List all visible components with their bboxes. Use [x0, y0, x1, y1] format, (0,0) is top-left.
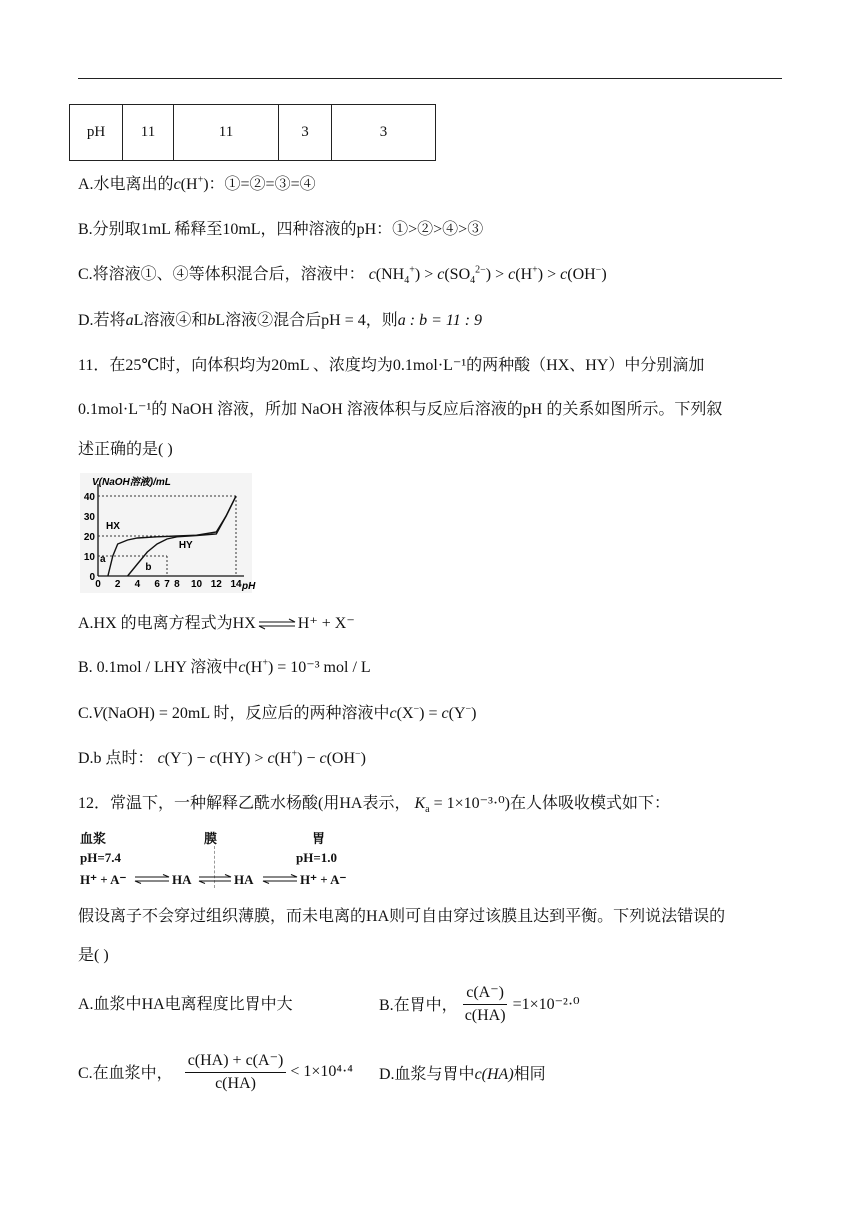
- q11-option-d: D.b 点时： c(Y−) − c(HY) > c(H+) − c(OH−): [78, 748, 366, 767]
- x-tick-label: 12: [210, 579, 222, 590]
- option-text: ，四种溶液的: [260, 221, 357, 238]
- y-tick-label: 10: [83, 552, 95, 563]
- series-label: HY: [178, 540, 193, 551]
- table-cell: 3: [332, 105, 436, 161]
- q11-option-a: [78, 612, 355, 636]
- option-text: =1×10⁻²·⁰: [512, 995, 580, 1013]
- y-tick-label: 0: [89, 572, 95, 583]
- option-text: 电离程度比胃中大: [164, 996, 293, 1013]
- q11-stem-line2: 0.1mol·L⁻¹的 NaOH 溶液，所加 NaOH 溶液体积与反应后溶液的pH 的关系如图所示。下列叙: [78, 401, 723, 418]
- ph-table: [69, 104, 436, 161]
- point-label-b: b: [145, 562, 152, 573]
- eq1-left: H⁺ + A⁻: [80, 872, 127, 887]
- option-text: a: [125, 312, 134, 329]
- option-text: A.水电离出的: [78, 176, 174, 193]
- stem-text: = 1×10⁻³·⁰: [433, 795, 505, 812]
- table-cell: 3: [279, 105, 332, 161]
- fraction: [462, 982, 509, 1025]
- q12-stem-line1: 12．常温下，一种解释乙酰水杨酸(用HA表示， $K_a = 1\times 10^{-3}\cdot^0$)在人体吸收模式如下：: [78, 795, 670, 816]
- equilibrium-arrow-icon: [198, 874, 232, 884]
- equilibrium-arrow-icon: [258, 618, 296, 630]
- x-tick-label: 10: [191, 579, 203, 590]
- option-text: L: [133, 312, 144, 329]
- option-text: B. 0.1mol / LHY 溶液中: [78, 659, 239, 676]
- y-tick-label: 20: [83, 532, 95, 543]
- option-text: B.分别取: [78, 221, 141, 238]
- option-text: 10mL: [222, 221, 261, 238]
- stomach-label: 胃: [312, 831, 326, 846]
- option-text: ：①=②=③=④: [208, 176, 316, 193]
- option-text: ，则: [365, 312, 398, 329]
- option-text: 稀释至: [174, 221, 223, 238]
- x-tick-label: 7: [164, 579, 170, 590]
- stem-text: 则可自由穿过该膜且达到平衡。下列说法错误的: [389, 908, 726, 925]
- fraction-numerator: c(A⁻): [463, 982, 507, 1005]
- option-text: 1mL: [140, 221, 171, 238]
- q10-option-b: [78, 218, 483, 242]
- q12-option-a: [78, 993, 293, 1017]
- option-text: 溶液④和: [143, 312, 208, 329]
- q11-stem-line1: 11．在25℃时，向体积均为20mL 、浓度均为0.1mol·L⁻¹的两种酸（HX、HY）中分别滴加: [78, 357, 705, 374]
- eq2-left: HA: [234, 872, 254, 887]
- q10-option-c: C.将溶液①、④等体积混合后，溶液中： $c(NH_4^+) > c(SO_4^{2-}) > c(H^+) > c(OH^-)$: [78, 264, 607, 287]
- x-tick-label: 14: [230, 579, 242, 590]
- titration-chart: [80, 473, 256, 593]
- eq2-right: H⁺ + A⁻: [300, 872, 347, 887]
- option-text: a : b = 11 : 9: [397, 312, 483, 329]
- q11-option-b: B. 0.1mol / LHY 溶液中c(H+) = 10⁻³ mol / L: [78, 657, 371, 676]
- x-tick-label: 8: [174, 579, 180, 590]
- x-tick-label: 6: [154, 579, 160, 590]
- point-label-a: a: [100, 554, 106, 565]
- x-tick-label: 0: [95, 579, 101, 590]
- option-text: A.HX 的电离方程式为: [78, 615, 233, 632]
- option-text: D.若将: [78, 312, 126, 329]
- stem-text: HA: [339, 795, 363, 812]
- x-axis-label: pH: [242, 581, 256, 592]
- option-text: ：①>②>④>③: [376, 221, 484, 238]
- table-cell: 11: [174, 105, 279, 161]
- equilibrium-arrow-icon: [262, 874, 298, 884]
- series-label: HX: [106, 521, 120, 532]
- option-text: H⁺ + X⁻: [297, 615, 355, 632]
- option-text: B.在胃中，: [379, 997, 458, 1014]
- x-tick-label: 4: [134, 579, 141, 590]
- stomach-ph: pH=1.0: [296, 850, 337, 865]
- option-text: 溶液②混合后: [225, 312, 322, 329]
- plasma-label: 血浆: [80, 831, 107, 846]
- absorption-diagram: [80, 828, 360, 890]
- stem-text: 表示，: [362, 795, 411, 812]
- option-text: A.血浆中: [78, 996, 142, 1013]
- option-text: L: [215, 312, 226, 329]
- stem-text: )在人体吸收模式如下：: [504, 795, 670, 812]
- y-axis-label: V(NaOH溶液)/mL: [92, 477, 171, 488]
- option-text: C.将溶液①、④等体积混合后，溶液中：: [78, 266, 365, 283]
- option-text: = 20mL 时，反应后的两种溶液中: [158, 705, 390, 722]
- y-tick-label: 30: [83, 512, 95, 523]
- q11-stem-line3: 述正确的是( ): [78, 441, 173, 458]
- q12-paragraph-line2: 是( ): [78, 947, 109, 964]
- q12-option-c: [78, 1050, 353, 1093]
- q10-option-a: A.水电离出的c(H+)：①=②=③=④: [78, 174, 316, 193]
- option-text: HA: [141, 996, 165, 1013]
- q12-paragraph-line1: [78, 905, 725, 929]
- stem-text: 假设离子不会穿过组织薄膜，而未电离的: [78, 908, 367, 925]
- fraction-denominator: c(HA): [215, 1075, 256, 1092]
- option-text: = 10⁻³ mol / L: [277, 659, 371, 676]
- option-text: HX: [232, 615, 256, 632]
- option-text: C.在血浆中，: [78, 1065, 173, 1082]
- option-text: D.b 点时：: [78, 750, 154, 767]
- q12-option-d: [379, 1063, 546, 1087]
- table-cell: 11: [123, 105, 174, 161]
- fraction-denominator: c(HA): [464, 1007, 506, 1024]
- option-text: pH = 4: [321, 312, 366, 329]
- y-tick-label: 40: [83, 492, 95, 503]
- x-tick-label: 2: [114, 579, 121, 590]
- option-text: b: [207, 312, 216, 329]
- header-rule: [78, 78, 782, 79]
- table-row: [70, 105, 436, 161]
- q12-option-b: [379, 982, 580, 1025]
- stem-text: 12．常温下，一种解释乙酰水杨酸(用: [78, 795, 340, 812]
- table-cell: pH: [70, 105, 123, 161]
- membrane-label: 膜: [204, 831, 218, 846]
- fraction: [185, 1050, 287, 1093]
- option-text: < 1×10⁴·⁴: [290, 1062, 353, 1080]
- eq1-right: HA: [172, 872, 192, 887]
- option-text: 相同: [513, 1066, 546, 1083]
- option-text: pH: [356, 221, 377, 238]
- equilibrium-arrow-icon: [134, 874, 170, 884]
- plasma-ph: pH=7.4: [80, 850, 121, 865]
- option-text: c(HA): [474, 1066, 514, 1083]
- stem-text: HA: [366, 908, 390, 925]
- q10-option-d: [78, 309, 482, 333]
- fraction-numerator: c(HA) + c(A⁻): [185, 1050, 287, 1073]
- q11-option-c: C.V(NaOH) = 20mL 时，反应后的两种溶液中c(X−) = c(Y−): [78, 703, 477, 722]
- option-text: D.血浆与胃中: [379, 1066, 475, 1083]
- option-text: C.: [78, 705, 93, 722]
